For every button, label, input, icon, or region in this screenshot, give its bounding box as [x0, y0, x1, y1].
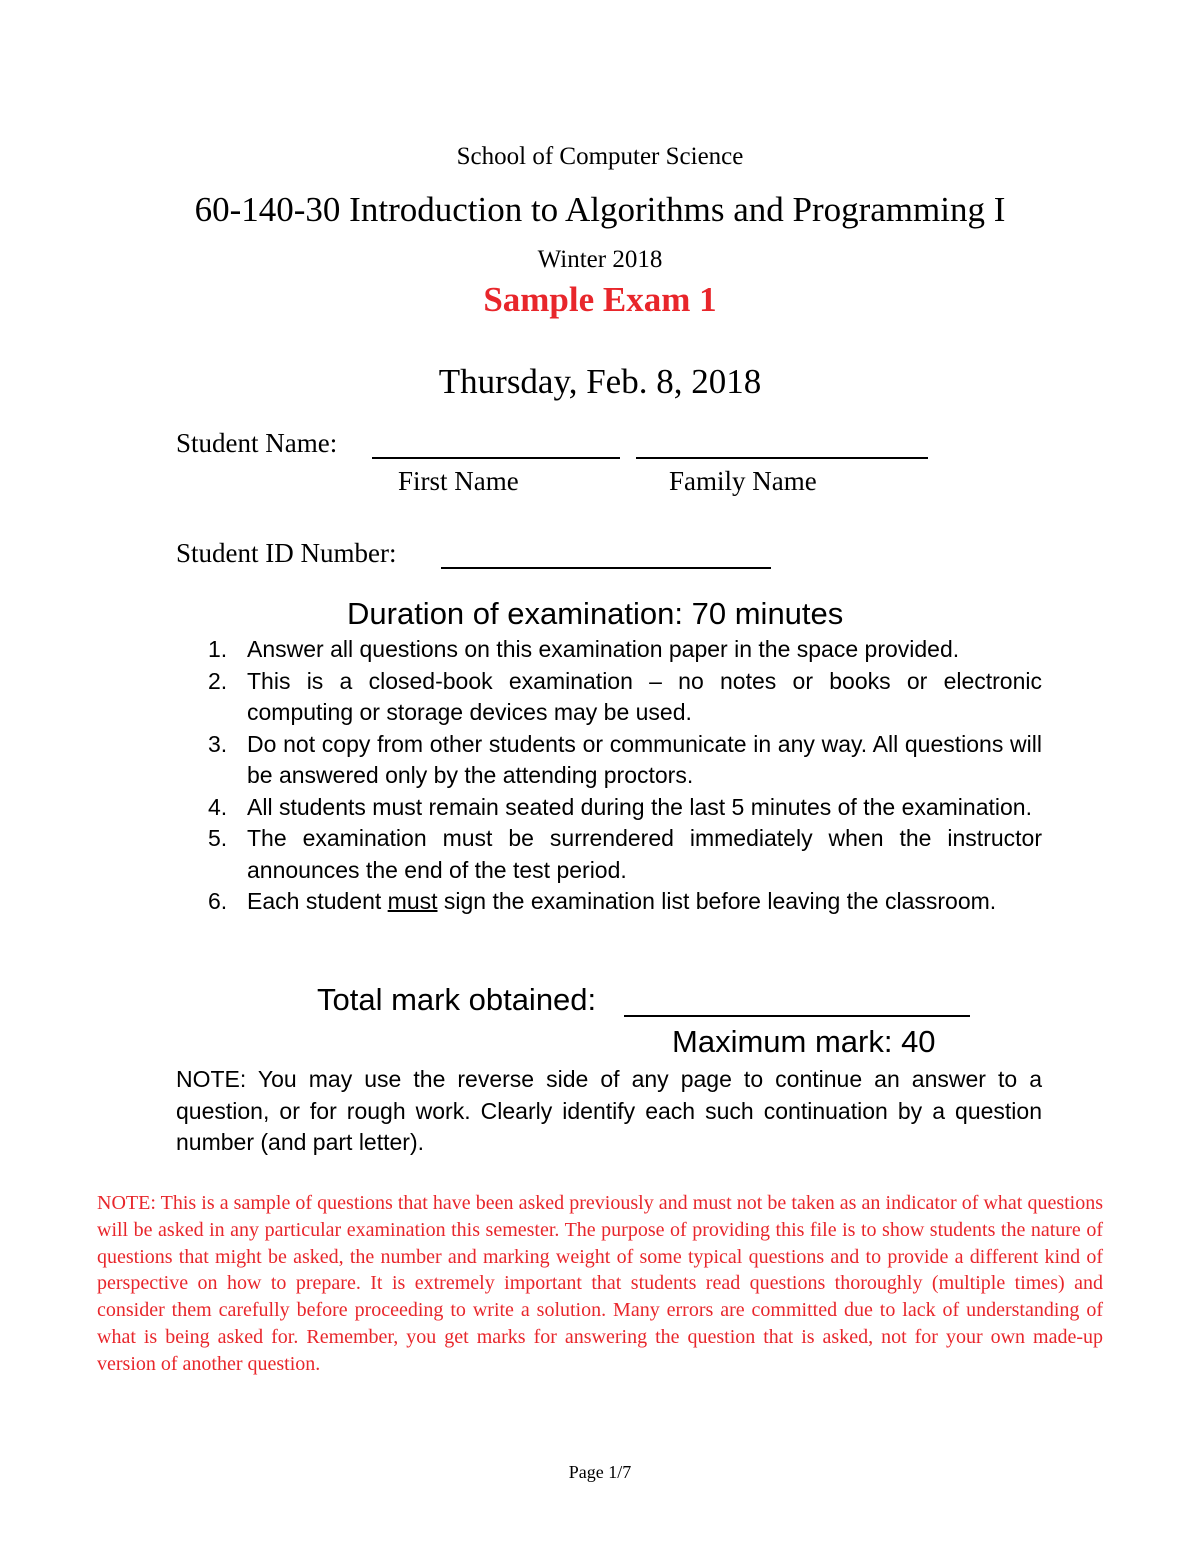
- instruction-number: 5.: [208, 825, 228, 851]
- total-mark-label: Total mark obtained:: [317, 982, 597, 1017]
- instruction-text: Do not copy from other students or communicate in any way. All questions will be answered only by the attending proctors.: [247, 730, 1042, 788]
- instruction-item: [208, 634, 1042, 666]
- instruction-item: [208, 792, 1042, 824]
- instruction-text: This is a closed-book examination – no notes or books or electronic computing or storage devices may be used.: [247, 667, 1042, 725]
- instruction-number: 1.: [208, 636, 228, 662]
- first-name-caption: First Name: [398, 466, 519, 496]
- instruction-text: The examination must be surrendered immediately when the instructor announces the end of the test period.: [247, 825, 1042, 883]
- instruction-text: All students must remain seated during the last 5 minutes of the examination.: [247, 793, 1032, 820]
- instruction-item: [208, 823, 1042, 886]
- instruction-item: [208, 886, 1042, 918]
- instruction-item: [208, 729, 1042, 792]
- exam-title: Sample Exam 1: [483, 280, 717, 319]
- instruction-emphasis: must: [387, 888, 438, 914]
- student-name-label: Student Name:: [176, 428, 338, 458]
- first-name-blank[interactable]: [372, 457, 620, 459]
- instruction-number: 6.: [208, 888, 228, 914]
- page-number: Page 1/7: [568, 1462, 632, 1482]
- family-name-caption: Family Name: [669, 466, 817, 496]
- sample-disclaimer-note: NOTE: This is a sample of questions that have been asked previously and must not be taken as an indicator of what questions will be asked in any particular examination this semester. The purpose of providing this file is to show students the nature of questions that might be asked, the number and marking weight of some typical questions and to provide a different kind of perspective on how to prepare. It is extremely important that students read questions thoroughly (multiple times) and consider them carefully before proceeding to write a solution. Many errors are committed due to lack of understanding of what is being asked for. Remember, you get marks for answering the question that is asked, not for your own made-up version of another question.: [97, 1192, 1103, 1375]
- instruction-text-end: sign the examination list before leaving the classroom.: [443, 888, 997, 914]
- maximum-mark: Maximum mark: 40: [672, 1024, 936, 1059]
- instruction-text: [247, 886, 1042, 918]
- course-title: 60-140-30 Introduction to Algorithms and Programming I: [194, 190, 1006, 229]
- term: Winter 2018: [537, 246, 663, 273]
- instruction-text: Answer all questions on this examination paper in the space provided.: [247, 636, 960, 662]
- instruction-item: [208, 666, 1042, 729]
- instructions-list: [208, 634, 1042, 918]
- instruction-number: 4.: [208, 793, 228, 820]
- reverse-side-note: NOTE: You may use the reverse side of any page to continue an answer to a question, or for rough work. Clearly identify each such continuation by a question number (and part letter).: [176, 1066, 1042, 1155]
- instruction-text-start: Each student: [247, 888, 382, 914]
- student-id-label: Student ID Number:: [176, 538, 397, 568]
- school-name: School of Computer Science: [456, 143, 744, 170]
- family-name-blank[interactable]: [636, 457, 928, 459]
- instruction-number: 2.: [208, 667, 228, 694]
- exam-duration: Duration of examination: 70 minutes: [347, 596, 844, 631]
- total-mark-blank[interactable]: [624, 1015, 970, 1017]
- instruction-number: 3.: [208, 730, 228, 757]
- student-id-blank[interactable]: [441, 567, 771, 569]
- exam-date: Thursday, Feb. 8, 2018: [438, 362, 762, 401]
